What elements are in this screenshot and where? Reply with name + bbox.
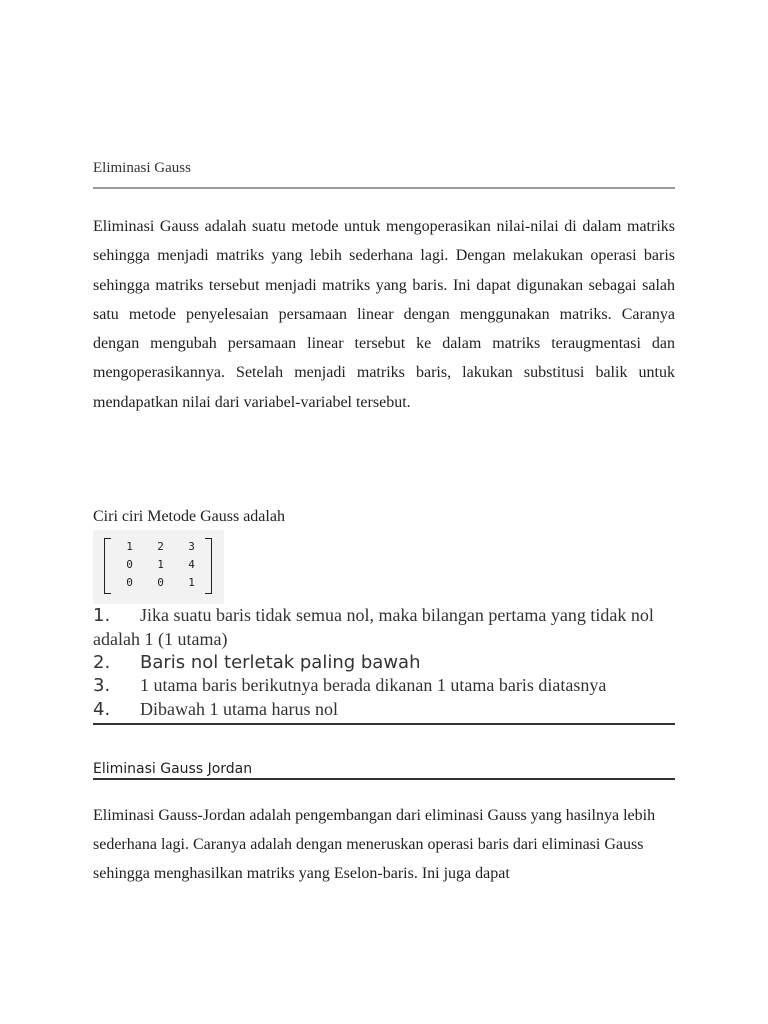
- list-item: [93, 698, 675, 722]
- list-number: 3.: [93, 675, 111, 697]
- matrix-cell: 0: [126, 575, 133, 589]
- matrix-table: [114, 537, 207, 591]
- matrix-cell: 1: [188, 575, 195, 589]
- matrix-cell: 2: [157, 539, 164, 553]
- matrix-cell: 1: [157, 557, 164, 571]
- section-title-gauss: Eliminasi Gauss: [93, 160, 675, 189]
- list-item: [93, 674, 675, 698]
- ciri-heading: Ciri ciri Metode Gauss adalah: [93, 508, 285, 525]
- matrix-cell: 0: [157, 575, 164, 589]
- gauss-jordan-paragraph: Eliminasi Gauss-Jordan adalah pengembangan dari eliminasi Gauss yang hasilnya lebih sederhana lagi. Caranya adalah dengan meneruskan operasi baris dari eliminasi Gauss sehingga menghasilkan matriks yang Eselon-baris. Ini juga dapat: [93, 807, 656, 882]
- matrix-cell: 4: [188, 557, 195, 571]
- matrix-row: [114, 573, 207, 591]
- matrix-left-bracket: [104, 538, 111, 594]
- matrix-row: [114, 555, 207, 573]
- matrix-row: [114, 537, 207, 555]
- matrix-image: [93, 530, 224, 604]
- section-title-gauss-jordan: Eliminasi Gauss Jordan: [93, 761, 675, 780]
- list-text: Baris nol terletak paling bawah: [140, 651, 421, 673]
- list-number: 2.: [93, 651, 111, 673]
- list-number: 4.: [93, 699, 111, 721]
- matrix-cell: 0: [126, 557, 133, 571]
- list-item: [93, 651, 675, 675]
- list-text: Dibawah 1 utama harus nol: [140, 699, 338, 720]
- matrix-cell: 1: [126, 539, 133, 553]
- matrix-cell: 3: [188, 539, 195, 553]
- list-number: 1.: [93, 605, 111, 626]
- list-text: Jika suatu baris tidak semua nol, maka bilangan pertama yang tidak nol adalah 1 (1 utama): [93, 605, 654, 649]
- gauss-paragraph: Eliminasi Gauss adalah suatu metode untuk mengoperasikan nilai-nilai di dalam matriks sehingga menjadi matriks yang lebih sederhana lagi. Dengan melakukan operasi baris sehingga matriks tersebut menjadi matriks yang baris. Ini dapat digunakan sebagai salah satu metode penyelesaian persamaan linear dengan menggunakan matriks. Caranya dengan mengubah persamaan linear tersebut ke dalam matriks teraugmentasi dan mengoperasikannya. Setelah menjadi matriks baris, lakukan substitusi balik untuk mendapatkan nilai dari variabel-variabel tersebut.: [93, 218, 675, 411]
- ciri-list: [93, 604, 675, 725]
- list-text: 1 utama baris berikutnya berada dikanan 1 utama baris diatasnya: [140, 675, 607, 696]
- list-item: [93, 604, 675, 651]
